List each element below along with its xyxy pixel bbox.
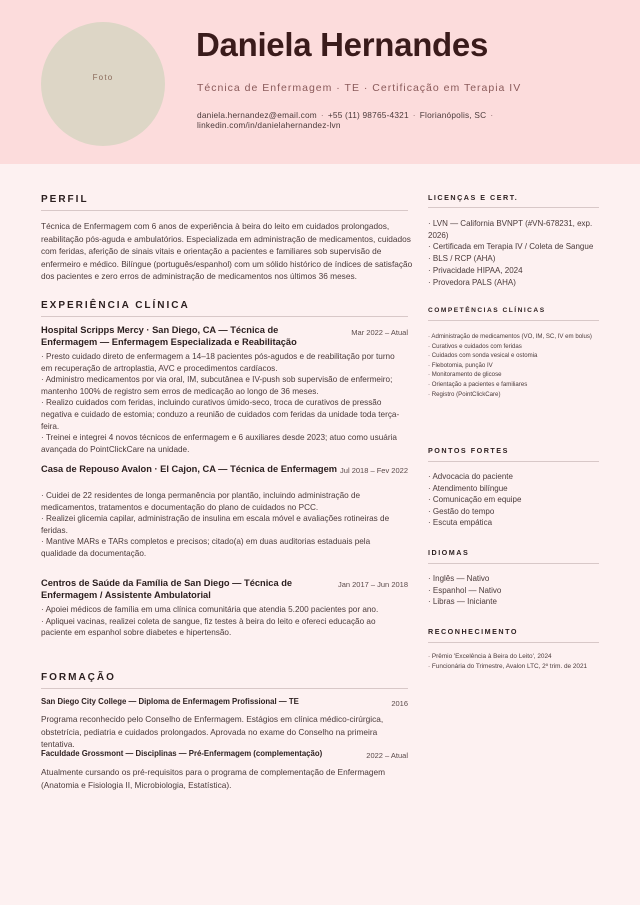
email-link[interactable]: daniela.hernandez@email.com: [197, 110, 317, 120]
languages-list: [428, 573, 600, 608]
strengths-list: [428, 471, 600, 529]
photo-label: Foto: [92, 73, 114, 82]
job-bullets: [41, 490, 407, 560]
location: Florianópolis, SC: [419, 110, 487, 120]
list-item: · Espanhol — Nativo: [428, 585, 600, 597]
contact-info: daniela.hernandez@email.com · +55 (11) 98765-4321 · Florianópolis, SC · linkedin.com/in/danielahernandez-lvn: [197, 110, 494, 130]
education-title: Faculdade Grossmont — Disciplinas — Pré-Enfermagem (complementação): [41, 749, 323, 758]
education-text: Programa reconhecido pelo Conselho de Enfermagem. Estágios em clínica médico-cirúrgica, obstetrícia, pediatria e cuidados prolongados. Aprovada no exame do Conselho na primeira tentativa.: [41, 714, 384, 749]
job-bullets: [41, 351, 407, 455]
divider: [428, 207, 599, 208]
list-item: · Cuidei de 22 residentes de longa permanência por plantão, incluindo administração de medicamentos, tratamentos e documentação do plano de cuidados no PCC.: [41, 490, 407, 513]
profile-heading: PERFIL: [41, 194, 89, 205]
list-item: · Apliquei vacinas, realizei coleta de sangue, fiz testes à beira do leito e ofereci educação ao paciente em espanhol sobre diabetes e hipertensão.: [41, 616, 407, 639]
list-item: · Mantive MARs e TARs completos e precisos; citado(a) em duas auditorias estaduais pela qualidade da documentação.: [41, 536, 407, 559]
list-item: · Administração de medicamentos (VO, IM, SC, IV em bolus): [428, 332, 603, 342]
list-item: · Apoiei médicos de família em uma clínica comunitária que atendia 5.200 pacientes por ano.: [41, 604, 407, 616]
list-item: · Atendimento bilíngue: [428, 483, 600, 495]
list-item: · Certificada em Terapia IV / Coleta de Sangue: [428, 241, 600, 253]
list-item: · Funcionária do Trimestre, Avalon LTC, 2º trim. de 2021: [428, 662, 603, 672]
divider: [428, 461, 599, 462]
list-item: · LVN — California BVNPT (#VN-678231, exp. 2026): [428, 218, 600, 241]
education-date: 2016: [391, 699, 408, 708]
job-date: Jul 2018 – Fev 2022: [340, 466, 408, 475]
job-title: Hospital Scripps Mercy · San Diego, CA — Técnica de Enfermagem — Enfermagem Especializada e Reabilitação: [41, 325, 297, 347]
recognition-list: [428, 652, 603, 672]
list-item: · Orientação a pacientes e familiares: [428, 380, 603, 390]
education-heading: FORMAÇÃO: [41, 672, 116, 683]
job-title: Centros de Saúde da Família de San Diego — Técnica de Enfermagem / Assistente Ambulatorial: [41, 578, 293, 600]
list-item: · Presto cuidado direto de enfermagem a 14–18 pacientes pós-agudos e de reabilitação por turno em recuperação de artroplastia, AVC e procedimentos cardíacos.: [41, 351, 407, 374]
list-item: · Flebotomia, punção IV: [428, 361, 603, 371]
competencies-heading: COMPETÊNCIAS CLÍNICAS: [428, 307, 546, 314]
divider: [428, 320, 599, 321]
photo-placeholder: [41, 22, 165, 146]
list-item: · Advocacia do paciente: [428, 471, 600, 483]
list-item: · Curativos e cuidados com feridas: [428, 342, 603, 352]
list-item: · Treinei e integrei 4 novos técnicos de enfermagem e 6 auxiliares desde 2023; atuo como usuária avançada do PointClickCare na unidade.: [41, 432, 407, 455]
job-date: Mar 2022 – Atual: [351, 328, 408, 337]
candidate-name: Daniela Hernandes: [196, 26, 489, 63]
list-item: · Privacidade HIPAA, 2024: [428, 265, 600, 277]
header-band: [0, 0, 640, 164]
divider: [41, 210, 408, 211]
strengths-heading: PONTOS FORTES: [428, 446, 509, 455]
licenses-list: [428, 218, 600, 288]
list-item: · Registro (PointClickCare): [428, 390, 603, 400]
divider: [428, 642, 599, 643]
education-date: 2022 – Atual: [366, 751, 408, 760]
list-item: · Monitoramento de glicose: [428, 370, 603, 380]
list-item: · Gestão do tempo: [428, 506, 600, 518]
divider: [41, 316, 408, 317]
competencies-list: [428, 332, 603, 399]
list-item: · Escuta empática: [428, 517, 600, 529]
tagline: Técnica de Enfermagem · TE · Certificação em Terapia IV: [197, 82, 522, 94]
divider: [428, 563, 599, 564]
list-item: · Prêmio 'Excelência à Beira do Leito', 2024: [428, 652, 603, 662]
phone: +55 (11) 98765-4321: [327, 110, 409, 120]
list-item: · Comunicação em equipe: [428, 494, 600, 506]
education-text: Atualmente cursando os pré-requisitos para o programa de complementação de Enfermagem (Anatomia e Fisiologia II, Microbiologia, Estatística).: [41, 767, 386, 790]
profile-text: Técnica de Enfermagem com 6 anos de experiência à beira do leito em cuidados prolongados, reabilitação pós-aguda e ambulatórios. Especializada em administração de medicamentos, cuidados com feridas, aferição de sinais vitais e orientação a pacientes e familiares sob supervisão de enfermeiro e médico. Bilíngue (português/espanhol) com um sólido histórico de índices de satisfação dos pacientes e zero erros de administração de medicamentos nos últimos 36 meses.: [41, 221, 413, 281]
list-item: · Administro medicamentos por via oral, IM, subcutânea e IV-push sob supervisão de enfermeiro; mantenho 100% de registro sem erros de medicação ao longo de 36 meses.: [41, 374, 407, 397]
list-item: · Provedora PALS (AHA): [428, 277, 600, 289]
list-item: · Libras — Iniciante: [428, 596, 600, 608]
recognition-heading: RECONHECIMENTO: [428, 627, 518, 636]
list-item: · Realizei glicemia capilar, administração de insulina em escala móvel e avaliações rotineiras de feridas.: [41, 513, 407, 536]
job-bullets: [41, 604, 407, 639]
job-title: Casa de Repouso Avalon · El Cajon, CA — Técnica de Enfermagem: [41, 464, 338, 474]
list-item: · Inglês — Nativo: [428, 573, 600, 585]
list-item: · Cuidados com sonda vesical e ostomia: [428, 351, 603, 361]
list-item: · Realizo cuidados com feridas, incluindo curativos úmido-seco, troca de curativos de pressão negativa e cuidado de estomia; conduzo a reunião de cuidados com feridas da unidade toda terça-feira.: [41, 397, 407, 432]
linkedin-link[interactable]: linkedin.com/in/danielahernandez-lvn: [197, 120, 341, 130]
experience-heading: EXPERIÊNCIA CLÍNICA: [41, 300, 190, 311]
list-item: · BLS / RCP (AHA): [428, 253, 600, 265]
education-title: San Diego City College — Diploma de Enfermagem Profissional — TE: [41, 697, 299, 706]
licenses-heading: LICENÇAS E CERT.: [428, 193, 519, 202]
divider: [41, 688, 408, 689]
languages-heading: IDIOMAS: [428, 548, 470, 557]
job-date: Jan 2017 – Jun 2018: [337, 580, 408, 589]
